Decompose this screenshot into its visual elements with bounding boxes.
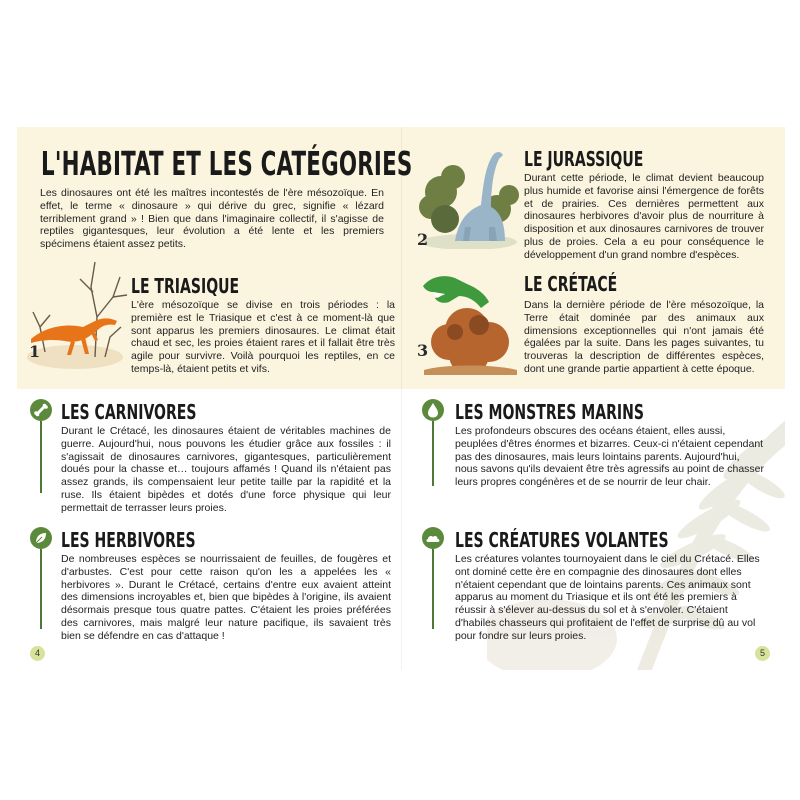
marine-monsters-badge <box>422 399 444 421</box>
page-number-left: 4 <box>30 646 45 661</box>
period-text-cretaceous: Dans la dernière période de l'ère mésozoïque, la Terre était dominée par des animaux aux dimensions exceptionnelles qui n'ont jamais été égalées par la suite. Dans les pages suivantes, tu trouveras la description de différentes espèces, dont une grande partie appartient à cette époque. <box>524 299 764 375</box>
page-fold <box>401 127 402 670</box>
period-number-3: 3 <box>417 341 429 360</box>
period-title-cretaceous: LE CRÉTACÉ <box>524 272 618 296</box>
period-number-1: 1 <box>29 342 41 361</box>
cretaceous-trex-illustration <box>419 270 519 375</box>
leaf-icon <box>30 527 52 549</box>
intro-text: Les dinosaures ont été les maîtres incontestés de l'ère mésozoïque. En effet, le terme « dinosaure » qui dérive du grec, signifie « lézard terriblement grand » ! Bien que dans l'imaginaire collectif, il s'agisse de reptiles gigantesques, leur évolution a été lente et les premiers spécimens étaient assez petits. <box>40 187 384 251</box>
book-spread <box>17 127 785 670</box>
page-title: L'HABITAT ET LES CATÉGORIES <box>41 144 413 183</box>
carnivores-badge <box>30 399 52 421</box>
period-title-triassic: LE TRIASIQUE <box>131 274 240 298</box>
jurassic-sauropod-illustration <box>419 147 519 249</box>
herbivores-line <box>40 549 42 629</box>
water-drop-icon <box>422 399 444 421</box>
cloud-icon <box>422 527 444 549</box>
triassic-dinosaur-illustration <box>25 257 133 375</box>
category-title-flying-creatures: LES CRÉATURES VOLANTES <box>455 528 669 552</box>
bone-icon <box>30 399 52 421</box>
category-text-carnivores: Durant le Crétacé, les dinosaures étaient de véritables machines de guerre. Aujourd'hui, nous pouvons les étudier grâce aux fossiles : il s'agissait de dinosaures carnivores, gigantesques, particulièrement doués pour la chasse et… toujours affamés ! Quand ils n'étaient pas assez grands, ils compensaient leur petite taille par la rapidité et la ruse. Ils étaient bipèdes et dotés d'une force physique qui leur permettait de terrasser leurs proies. <box>61 425 391 514</box>
period-number-2: 2 <box>417 230 429 249</box>
category-title-herbivores: LES HERBIVORES <box>61 528 196 552</box>
category-text-marine-monsters: Les profondeurs obscures des océans étaient, elles aussi, peuplées d'êtres énormes et bizarres. Ceux-ci n'étaient cependant pas des dinosaures, mais leurs lointains parents. Aujourd'hui, nous savons qu'ils devaient être très agressifs au point de chasser leurs propres congénères et de se nourrir de leur chair. <box>455 425 765 489</box>
carnivores-line <box>40 421 42 493</box>
category-text-herbivores: De nombreuses espèces se nourrissaient de feuilles, de fougères et d'arbustes. C'est pour cette raison qu'on les a appelées les « herbivores ». Durant le Crétacé, certains d'entre eux avaient atteint des dimensions incroyables et, bien que bipèdes à l'origine, ils avaient désormais presque tous quatre pattes. C'étaient les proies préférées des carnivores, mais malgré leur nature pacifique, ils savaient très bien se défendre en cas d'attaque ! <box>61 553 391 642</box>
period-text-jurassic: Durant cette période, le climat devient beaucoup plus humide et favorise ainsi l'émergence de forêts et de prairies. Ces dernières permettent aux dinosaures herbivores d'avoir plus de nourriture à disposition et aux dinosaures carnivores de trouver plus de proies. Cela a eu pour conséquence le développement d'un grand nombre d'espèces. <box>524 172 764 261</box>
flying-creatures-line <box>432 549 434 629</box>
period-text-triassic: L'ère mésozoïque se divise en trois périodes : la première est le Triasique et c'est à ce moment-là que sont apparus les premiers dinosaures. Le climat était chaud et sec, les proies étaient rares et il fallait être très agile pour survivre. Voilà pourquoi les reptiles, en ce temps-là, étaient petits et vifs. <box>131 299 395 375</box>
category-title-marine-monsters: LES MONSTRES MARINS <box>455 400 644 424</box>
herbivores-badge <box>30 527 52 549</box>
period-title-jurassic: LE JURASSIQUE <box>524 147 644 171</box>
category-text-flying-creatures: Les créatures volantes tournoyaient dans le ciel du Crétacé. Elles ont dominé cette ère en compagnie des dinosaures dont elles n'étaient cependant que de lointains parents. Ces animaux sont apparus au moment du Triasique et ils ont été les premiers à réussir à s'élever au-dessus du sol et à s'envoler. C'étaient d'habiles chasseurs qui profitaient de l'effet de surprise dû au vol pour fondre sur leurs proies. <box>455 553 760 642</box>
category-title-carnivores: LES CARNIVORES <box>61 400 197 424</box>
marine-monsters-line <box>432 421 434 486</box>
flying-creatures-badge <box>422 527 444 549</box>
page-number-right: 5 <box>755 646 770 661</box>
